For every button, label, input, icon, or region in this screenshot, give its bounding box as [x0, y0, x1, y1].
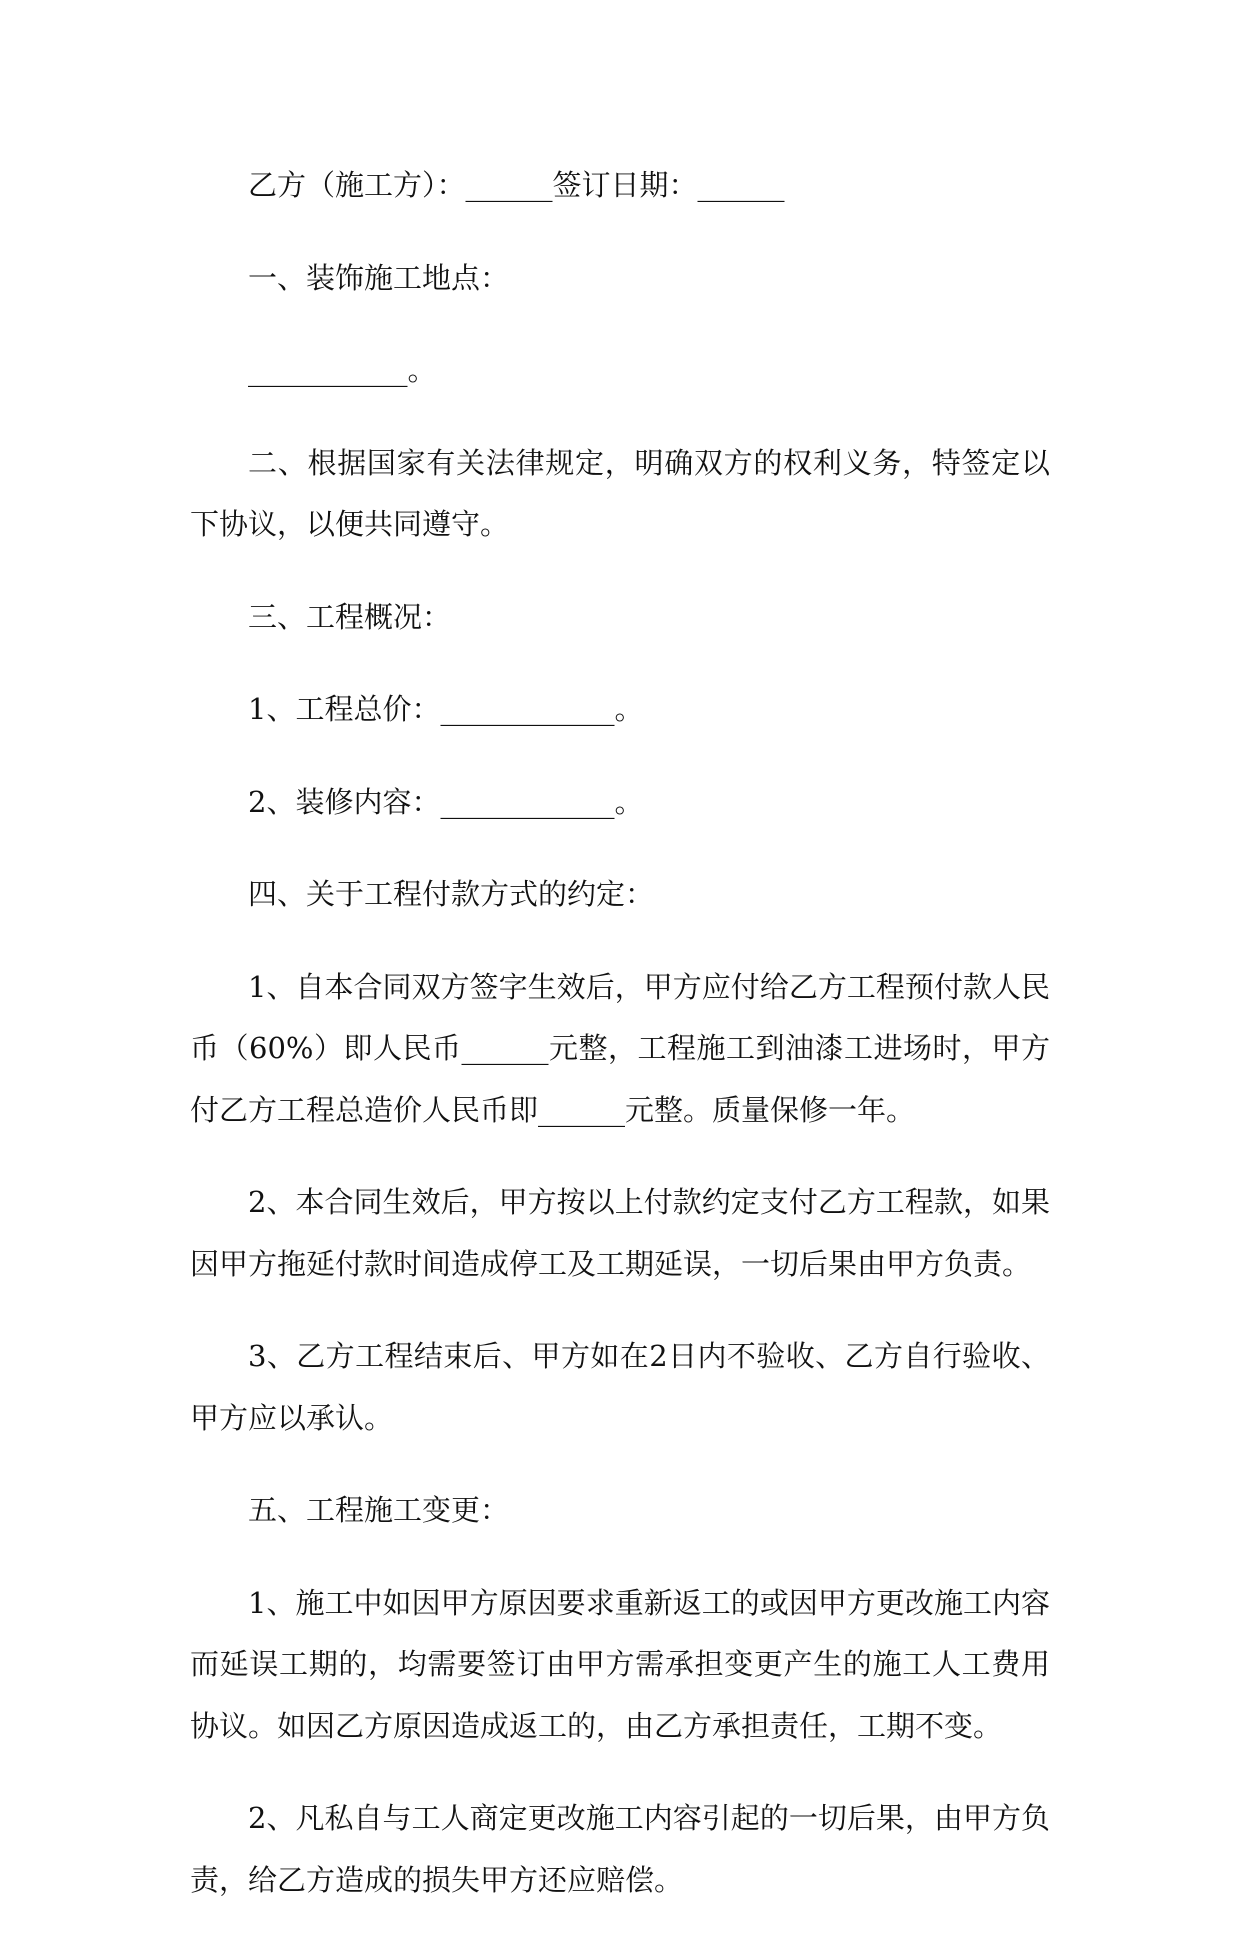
- document-page: [190, 155, 1050, 1942]
- location-blank: ___________。: [248, 353, 437, 387]
- section-1-heading: 一、装饰施工地点：: [248, 260, 510, 295]
- change-clause-1: 1、施工中如因甲方原因要求重新返工的或因甲方更改施工内容而延误工期的，均需要签订由甲方需承担变更产生的施工人工费用协议。如因乙方原因造成返工的，由乙方承担责任，工期不变。: [190, 1585, 1050, 1743]
- party-b-signing-line: 乙方（施工方）：______签订日期：______: [248, 168, 785, 202]
- payment-clause-2: 2、本合同生效后，甲方按以上付款约定支付乙方工程款，如果因甲方拖延付款时间造成停工及工期延误，一切后果由甲方负责。: [190, 1185, 1050, 1281]
- payment-clause-3: 3、乙方工程结束后、甲方如在2日内不验收、乙方自行验收、甲方应以承认。: [190, 1339, 1050, 1435]
- payment-clause-1: 1、自本合同双方签字生效后，甲方应付给乙方工程预付款人民币（60%）即人民币______元整，工程施工到油漆工进场时，甲方付乙方工程总造价人民币即______元整。质量保修一年。: [190, 969, 1050, 1127]
- section-2-paragraph: 二、根据国家有关法律规定，明确双方的权利义务，特签定以下协议，以便共同遵守。: [190, 445, 1050, 541]
- renovation-content-line: 2、装修内容：____________。: [248, 784, 644, 819]
- total-price-line: 1、工程总价：____________。: [248, 692, 644, 726]
- section-5-heading: 五、工程施工变更：: [248, 1493, 510, 1527]
- change-clause-2: 2、凡私自与工人商定更改施工内容引起的一切后果，由甲方负责，给乙方造成的损失甲方还应赔偿。: [190, 1801, 1050, 1897]
- section-4-heading: 四、关于工程付款方式的约定：: [248, 877, 655, 911]
- section-3-heading: 三、工程概况：: [248, 599, 452, 634]
